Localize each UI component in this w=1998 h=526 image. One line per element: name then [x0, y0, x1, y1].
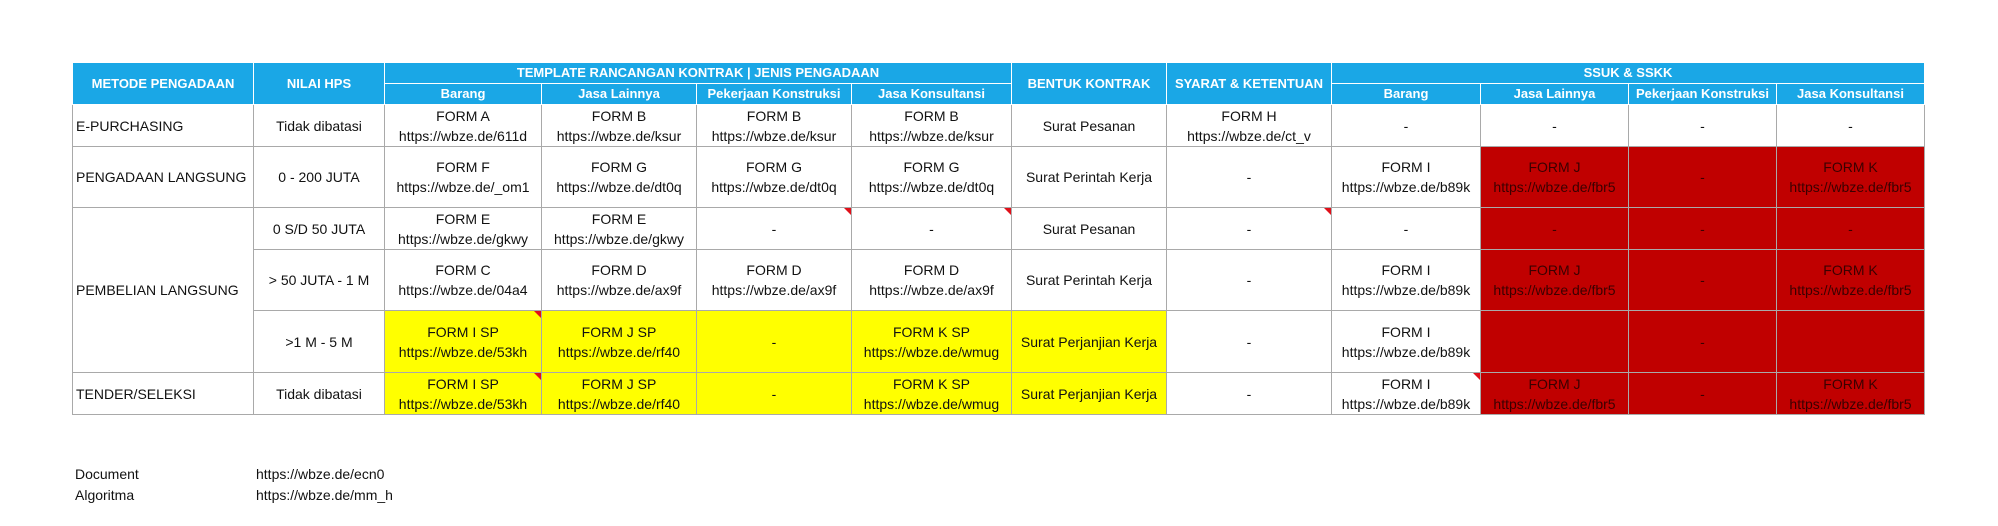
cell-ssuk-barang[interactable]: - — [1332, 208, 1481, 250]
form-label: FORM B — [746, 107, 802, 124]
cell-ssuk-konsultansi[interactable]: - — [1777, 105, 1925, 147]
form-link: https://wbze.de/rf40 — [557, 343, 681, 360]
form-label: FORM E — [435, 210, 491, 227]
form-link: https://wbze.de/b89k — [1341, 343, 1471, 360]
cell-ssuk-konstruksi[interactable]: - — [1629, 208, 1777, 250]
form-label: FORM I — [1381, 262, 1431, 278]
cell-ssuk-konstruksi[interactable]: - — [1629, 105, 1777, 147]
table-row — [73, 208, 1925, 250]
cell-bentuk[interactable]: Surat Perjanjian Kerja — [1012, 311, 1167, 373]
form-label: FORM K — [1823, 375, 1878, 392]
subheader-konsultansi[interactable]: Jasa Konsultansi — [852, 84, 1012, 105]
subheader-barang[interactable]: Barang — [385, 84, 542, 105]
col-header-bentuk[interactable]: BENTUK KONTRAK — [1012, 63, 1167, 105]
cell-ssuk-jasa[interactable] — [1481, 311, 1629, 373]
col-header-syarat[interactable]: SYARAT & KETENTUAN — [1167, 63, 1332, 105]
cell-ssuk-konsultansi[interactable] — [1777, 250, 1925, 311]
cell-jasa[interactable] — [542, 208, 697, 250]
cell-konsultansi[interactable] — [852, 147, 1012, 208]
cell-syarat[interactable]: - — [1167, 311, 1332, 373]
form-link: https://wbze.de/b89k — [1341, 282, 1471, 298]
form-link: https://wbze.de/611d — [398, 127, 528, 144]
col-header-nilai[interactable]: NILAI HPS — [254, 63, 385, 105]
cell-konstruksi[interactable] — [697, 250, 852, 311]
form-link: https://wbze.de/dt0q — [711, 179, 837, 195]
cell-barang[interactable] — [385, 147, 542, 208]
form-label: FORM A — [436, 107, 490, 124]
cell-ssuk-barang[interactable] — [1332, 311, 1481, 373]
cell-konstruksi[interactable]: - — [697, 311, 852, 373]
cell-nilai[interactable]: Tidak dibatasi — [254, 373, 385, 415]
form-label: FORM C — [435, 262, 491, 278]
subheader-jasa-lainnya[interactable]: Jasa Lainnya — [542, 84, 697, 105]
form-link: https://wbze.de/fbr5 — [1493, 179, 1616, 195]
cell-ssuk-konsultansi[interactable] — [1777, 373, 1925, 415]
cell-bentuk[interactable]: Surat Pesanan — [1012, 105, 1167, 147]
cell-nilai[interactable]: 0 S/D 50 JUTA — [254, 208, 385, 250]
cell-jasa[interactable] — [542, 105, 697, 147]
cell-barang[interactable] — [385, 208, 542, 250]
cell-syarat[interactable] — [1167, 105, 1332, 147]
form-label: FORM K SP — [892, 323, 970, 340]
form-link: https://wbze.de/rf40 — [557, 395, 681, 412]
form-link: https://wbze.de/fbr5 — [1493, 395, 1616, 412]
cell-syarat[interactable]: - — [1167, 373, 1332, 415]
cell-bentuk[interactable]: Surat Perintah Kerja — [1012, 147, 1167, 208]
form-label: FORM I — [1381, 323, 1431, 340]
form-link: https://wbze.de/53kh — [398, 343, 528, 360]
cell-nilai[interactable]: Tidak dibatasi — [254, 105, 385, 147]
cell-ssuk-barang[interactable] — [1332, 147, 1481, 208]
form-label: FORM B — [591, 107, 647, 124]
cell-barang[interactable] — [385, 311, 542, 373]
form-link: https://wbze.de/b89k — [1341, 179, 1471, 195]
form-label: FORM F — [436, 159, 490, 175]
form-label: FORM I — [1381, 375, 1431, 392]
cell-konsultansi[interactable] — [852, 250, 1012, 311]
cell-ssuk-konsultansi[interactable] — [1777, 147, 1925, 208]
form-label: FORM G — [746, 159, 802, 175]
form-label: FORM D — [903, 262, 960, 278]
form-link: https://wbze.de/53kh — [398, 395, 528, 412]
document-row — [75, 464, 393, 485]
cell-ssuk-jasa[interactable]: - — [1481, 208, 1629, 250]
cell-konstruksi[interactable]: - — [697, 373, 852, 415]
form-label: FORM J — [1528, 262, 1581, 278]
form-link: https://wbze.de/04a4 — [398, 282, 528, 298]
form-link: https://wbze.de/_om1 — [396, 179, 530, 195]
cell-ssuk-jasa[interactable] — [1481, 373, 1629, 415]
contract-template-table — [72, 62, 1925, 415]
cell-konsultansi[interactable] — [852, 373, 1012, 415]
form-label: FORM E — [591, 210, 647, 227]
cell-ssuk-konstruksi[interactable]: - — [1629, 147, 1777, 208]
cell-konsultansi[interactable] — [852, 105, 1012, 147]
subheader-konstruksi[interactable]: Pekerjaan Konstruksi — [697, 84, 852, 105]
cell-jasa[interactable] — [542, 147, 697, 208]
cell-ssuk-jasa[interactable] — [1481, 250, 1629, 311]
col-header-metode[interactable]: METODE PENGADAAN — [73, 63, 254, 105]
cell-ssuk-jasa[interactable]: - — [1481, 105, 1629, 147]
cell-ssuk-konsultansi[interactable]: - — [1777, 208, 1925, 250]
cell-barang[interactable] — [385, 373, 542, 415]
form-link: https://wbze.de/fbr5 — [1493, 282, 1616, 298]
table-row — [73, 311, 1925, 373]
form-link: https://wbze.de/dt0q — [868, 179, 995, 195]
form-link: https://wbze.de/ct_v — [1187, 127, 1311, 144]
form-label: FORM K — [1823, 159, 1878, 175]
cell-konsultansi[interactable] — [852, 311, 1012, 373]
document-label: Document — [75, 466, 139, 482]
cell-barang[interactable] — [385, 250, 542, 311]
form-label: FORM K SP — [892, 375, 970, 392]
subheader-ssuk-barang[interactable]: Barang — [1332, 84, 1481, 105]
cell-ssuk-konstruksi[interactable]: - — [1629, 311, 1777, 373]
header-row — [73, 63, 1925, 84]
cell-bentuk[interactable]: Surat Perintah Kerja — [1012, 250, 1167, 311]
form-link: https://wbze.de/ax9f — [711, 282, 837, 298]
cell-konstruksi[interactable]: - — [697, 208, 852, 250]
form-link: https://wbze.de/fbr5 — [1789, 179, 1912, 195]
cell-metode[interactable]: PEMBELIAN LANGSUNG — [73, 208, 254, 373]
cell-syarat[interactable]: - — [1167, 250, 1332, 311]
form-link: https://wbze.de/ksur — [556, 127, 682, 144]
cell-ssuk-barang[interactable]: - — [1332, 105, 1481, 147]
form-link: https://wbze.de/ax9f — [869, 282, 994, 298]
cell-ssuk-konsultansi[interactable] — [1777, 311, 1925, 373]
cell-barang[interactable] — [385, 105, 542, 147]
cell-metode[interactable]: PENGADAAN LANGSUNG — [73, 147, 254, 208]
form-link: https://wbze.de/dt0q — [556, 179, 682, 195]
form-link: https://wbze.de/ksur — [869, 127, 994, 144]
cell-ssuk-barang[interactable] — [1332, 373, 1481, 415]
form-link: https://wbze.de/ksur — [711, 127, 837, 144]
cell-jasa[interactable] — [542, 250, 697, 311]
cell-konsultansi[interactable]: - — [852, 208, 1012, 250]
algoritma-label: Algoritma — [75, 487, 135, 503]
cell-konstruksi[interactable] — [697, 147, 852, 208]
subheader-ssuk-konstruksi[interactable]: Pekerjaan Konstruksi — [1629, 84, 1777, 105]
cell-jasa[interactable] — [542, 311, 697, 373]
cell-bentuk[interactable]: Surat Perjanjian Kerja — [1012, 373, 1167, 415]
form-label: FORM J SP — [581, 323, 657, 340]
form-label: FORM J — [1528, 375, 1581, 392]
form-label: FORM G — [591, 159, 647, 175]
cell-nilai[interactable]: 0 - 200 JUTA — [254, 147, 385, 208]
form-link: https://wbze.de/b89k — [1341, 395, 1471, 412]
cell-nilai[interactable]: > 50 JUTA - 1 M — [254, 250, 385, 311]
cell-ssuk-barang[interactable] — [1332, 250, 1481, 311]
form-label: FORM H — [1221, 107, 1277, 124]
form-link: https://wbze.de/wmug — [863, 343, 1000, 360]
subheader-ssuk-jasa-lainnya[interactable]: Jasa Lainnya — [1481, 84, 1629, 105]
cell-ssuk-konstruksi[interactable]: - — [1629, 250, 1777, 311]
algoritma-row — [75, 485, 393, 506]
table-row — [73, 373, 1925, 415]
form-link: https://wbze.de/ax9f — [556, 282, 682, 298]
form-link: https://wbze.de/fbr5 — [1789, 395, 1912, 412]
col-header-ssuk[interactable]: SSUK & SSKK — [1332, 63, 1925, 84]
form-label: FORM D — [746, 262, 802, 278]
form-link: https://wbze.de/fbr5 — [1789, 282, 1912, 298]
form-label: FORM B — [904, 107, 959, 124]
form-label: FORM K — [1823, 262, 1878, 278]
cell-jasa[interactable] — [542, 373, 697, 415]
cell-bentuk[interactable]: Surat Pesanan — [1012, 208, 1167, 250]
cell-syarat[interactable]: - — [1167, 147, 1332, 208]
cell-konstruksi[interactable] — [697, 105, 852, 147]
form-link: https://wbze.de/gkwy — [554, 230, 684, 247]
cell-metode[interactable]: TENDER/SELEKSI — [73, 373, 254, 415]
form-label: FORM I — [1381, 159, 1431, 175]
col-header-template[interactable]: TEMPLATE RANCANGAN KONTRAK | JENIS PENGADAAN — [385, 63, 1012, 84]
table-row — [73, 147, 1925, 208]
form-link: https://wbze.de/wmug — [863, 395, 1000, 412]
form-label: FORM G — [903, 159, 960, 175]
subheader-ssuk-konsultansi[interactable]: Jasa Konsultansi — [1777, 84, 1925, 105]
cell-nilai[interactable]: >1 M - 5 M — [254, 311, 385, 373]
form-label: FORM I SP — [427, 323, 499, 340]
form-label: FORM J — [1528, 159, 1581, 175]
cell-metode[interactable]: E-PURCHASING — [73, 105, 254, 147]
table-row — [73, 250, 1925, 311]
cell-ssuk-jasa[interactable] — [1481, 147, 1629, 208]
document-link[interactable]: https://wbze.de/ecn0 — [256, 466, 385, 482]
algoritma-link[interactable]: https://wbze.de/mm_h — [256, 487, 393, 503]
form-label: FORM D — [591, 262, 647, 278]
form-label: FORM J SP — [581, 375, 657, 392]
cell-syarat[interactable]: - — [1167, 208, 1332, 250]
footer-links — [75, 464, 393, 506]
cell-ssuk-konstruksi[interactable]: - — [1629, 373, 1777, 415]
form-label: FORM I SP — [427, 375, 499, 392]
table-row — [73, 105, 1925, 147]
form-link: https://wbze.de/gkwy — [398, 230, 528, 247]
